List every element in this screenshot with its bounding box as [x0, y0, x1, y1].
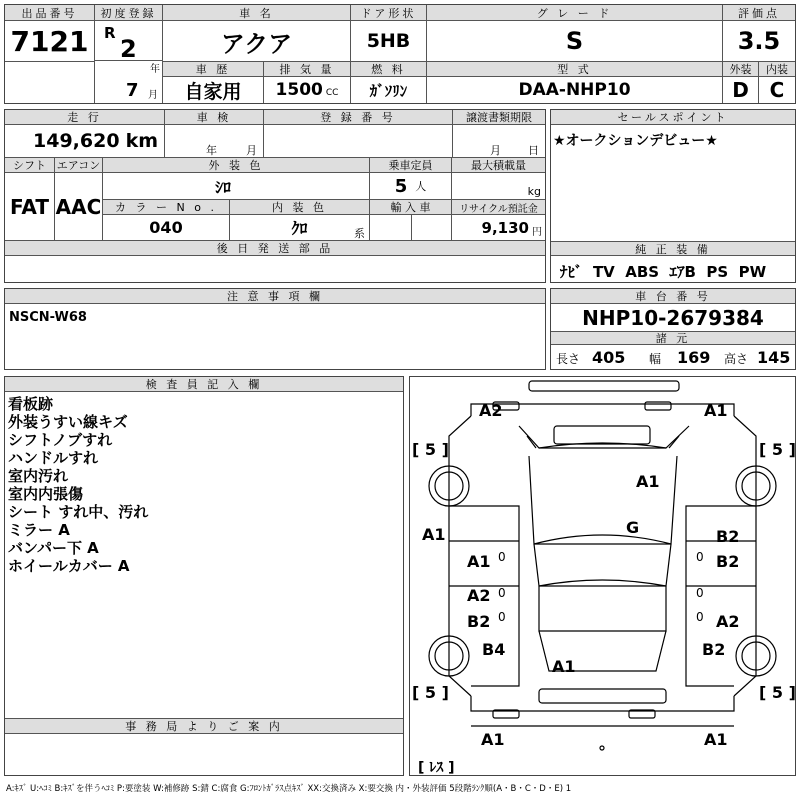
displacement-label: 排 気 量 — [264, 62, 351, 77]
exterior-color-label: 外 装 色 — [103, 158, 370, 173]
transfer-deadline-label: 譲渡書類期限 — [453, 110, 545, 125]
height-label: 高さ — [724, 352, 749, 366]
damage-right-quarter: B2 — [702, 640, 726, 659]
mark-left-2: 0 — [498, 586, 506, 600]
model: DAA-NHP10 — [427, 77, 723, 103]
lot-number: 7121 — [5, 21, 95, 61]
damage-rear-right: A1 — [704, 730, 728, 749]
model-label: 型 式 — [427, 62, 723, 77]
remark-line: シフトノブすれ — [8, 431, 113, 449]
remark-line: ミラー A — [8, 521, 70, 539]
history: 自家用 — [163, 77, 264, 103]
office-label: 事 務 局 よ り ご 案 内 — [5, 719, 403, 734]
lot-label: 出品番号 — [5, 5, 95, 21]
deadline-month-unit: 月 — [490, 144, 501, 157]
damage-left-rear-door: A2 — [467, 586, 491, 605]
car-name-label: 車 名 — [163, 5, 351, 21]
damage-right-rear-door: A2 — [716, 612, 740, 631]
length-value: 405 — [592, 348, 626, 367]
interior-grade-label: 内装 — [759, 62, 795, 77]
notes-text: NSCN-W68 — [9, 310, 87, 325]
exterior-color: ｼﾛ — [103, 173, 331, 200]
interior-color-unit: 系 — [354, 227, 365, 240]
inspection-month-unit: 月 — [246, 144, 257, 157]
shift: FAT — [5, 173, 55, 241]
inspector-label: 検 査 員 記 入 欄 — [5, 377, 403, 392]
tire-front-left: [ 5 ] — [412, 440, 449, 459]
dims-label: 諸 元 — [551, 332, 795, 345]
damage-windshield: G — [626, 518, 640, 537]
history-label: 車 歴 — [163, 62, 264, 77]
door-type: 5HB — [351, 21, 427, 62]
capacity-label: 乗車定員 — [370, 158, 452, 173]
mileage-label: 走 行 — [5, 110, 165, 125]
first-reg-label: 初度登録 — [95, 5, 163, 21]
damage-front-right: A1 — [704, 401, 728, 420]
chassis-number: NHP10-2679384 — [551, 304, 795, 332]
inspection-year-unit: 年 — [206, 144, 217, 157]
grade-label: グ レ ー ド — [427, 5, 723, 21]
damage-rear-left: A1 — [481, 730, 505, 749]
aircon-label: エアコン — [55, 158, 103, 173]
score-label: 評価点 — [723, 5, 795, 21]
era: R — [104, 24, 116, 42]
door-label: ドア形状 — [351, 5, 427, 21]
remark-line: 室内汚れ — [8, 467, 69, 485]
mark-left: 0 — [498, 550, 506, 564]
sales-point: ★オークションデビュー★ — [553, 133, 718, 149]
equipment-label: 純 正 装 備 — [551, 241, 795, 256]
mark-right: 0 — [696, 550, 704, 564]
score: 3.5 — [723, 21, 795, 62]
remark-line: 室内内張傷 — [8, 485, 84, 503]
width-label: 幅 — [649, 352, 662, 366]
equipment: ﾅﾋﾞ TV ABS ｴｱB PS PW — [560, 263, 767, 281]
damage-left-front-door: A1 — [467, 552, 491, 571]
car-diagram — [409, 376, 796, 776]
notes-label: 注 意 事 項 欄 — [5, 289, 545, 304]
kg-unit: kg — [527, 184, 541, 198]
first-reg-year: 2 — [120, 35, 137, 63]
remark-line: バンパー下 A — [8, 539, 99, 557]
remark-line: ホイールカバー A — [8, 557, 130, 575]
inspection-label: 車 検 — [165, 110, 264, 125]
damage-right-fender: B2 — [716, 527, 740, 546]
mark-right-2: 0 — [696, 586, 704, 600]
remark-line: シート すれ中、汚れ — [8, 503, 149, 521]
legend: A:ｷｽﾞ U:ﾍｺﾐ B:ｷｽﾞを伴うﾍｺﾐ P:要塗装 W:補修跡 S:錆 C:腐食 G:ﾌﾛﾝﾄｶﾞﾗｽ点ｷｽﾞ XX:交換済み X:要交換 内・外装評価 5段階ﾗﾝｸ順(A・B・C・D・E) 1 — [6, 784, 572, 794]
remark-line: ハンドルすれ — [8, 449, 99, 467]
width-value: 169 — [677, 348, 711, 367]
yen-unit: 円 — [532, 227, 542, 238]
damage-right-front-door: B2 — [716, 552, 740, 571]
damage-left-quarter: B4 — [482, 640, 506, 659]
remark-line: 看板跡 — [8, 395, 54, 413]
tire-rear-left: [ 5 ] — [412, 683, 449, 702]
car-name: アクア — [163, 21, 351, 62]
inspector-remarks — [8, 395, 148, 575]
mark-right-3: 0 — [696, 610, 704, 624]
interior-color-label: 内 装 色 — [230, 200, 370, 215]
year-unit: 年 — [150, 64, 160, 75]
color-no-label: カ ラ ー N o . — [103, 200, 230, 215]
exterior-grade-label: 外装 — [723, 62, 759, 77]
later-parts-label: 後 日 発 送 部 品 — [5, 241, 545, 256]
recycle: 9,130 — [481, 218, 529, 237]
cc-unit: CC — [325, 88, 339, 98]
interior-grade: C — [769, 78, 785, 102]
deadline-day-unit: 日 — [528, 144, 539, 157]
sales-point-label: セールスポイント — [551, 110, 795, 125]
color-no: 040 — [103, 215, 230, 241]
aircon: AAC — [55, 173, 103, 241]
damage-rear-glass: A1 — [552, 657, 576, 676]
damage-left-fender: A1 — [422, 525, 446, 544]
tire-front-right: [ 5 ] — [759, 440, 796, 459]
tire-rear-right: [ 5 ] — [759, 683, 796, 702]
registration-label: 登 録 番 号 — [264, 110, 453, 125]
damage-hood: A1 — [636, 472, 660, 491]
fuel-label: 燃 料 — [351, 62, 427, 77]
displacement: 1500 — [275, 80, 323, 100]
chassis-label: 車 台 番 号 — [551, 289, 795, 304]
length-label: 長さ — [556, 352, 581, 366]
month-unit: 月 — [148, 90, 158, 101]
capacity-unit: 人 — [415, 180, 427, 193]
registration-value — [264, 125, 453, 158]
max-load-label: 最大積載量 — [452, 158, 545, 173]
remark-line: 外装うすい線キズ — [8, 413, 128, 431]
capacity: 5 — [394, 175, 408, 197]
damage-front-left: A2 — [479, 401, 503, 420]
shift-label: シフト — [5, 158, 55, 173]
fuel: ｶﾞｿﾘﾝ — [351, 77, 427, 103]
mark-left-3: 0 — [498, 610, 506, 624]
damage-left-rear-door-2: B2 — [467, 612, 491, 631]
height-value: 145 — [757, 348, 791, 367]
exterior-grade: D — [723, 77, 759, 103]
spare-tire: [ ﾚｽ ] — [418, 760, 455, 776]
km-unit: km — [125, 130, 158, 152]
grade: S — [427, 21, 723, 62]
recycle-label: リサイクル預託金 — [452, 200, 545, 215]
import-label: 輸 入 車 — [370, 200, 452, 215]
mileage: 149,620 — [33, 130, 120, 152]
interior-color: ｸﾛ — [291, 219, 308, 238]
first-reg-month: 7 — [126, 80, 139, 101]
